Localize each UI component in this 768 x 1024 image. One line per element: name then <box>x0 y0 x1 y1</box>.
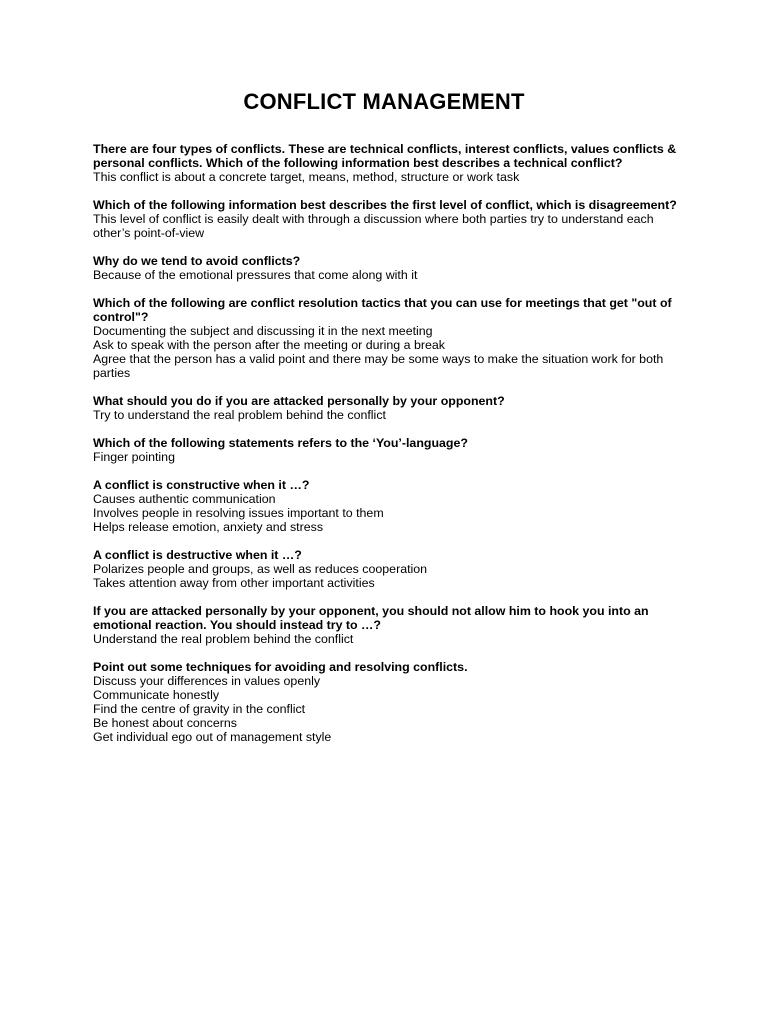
qa-section <box>93 394 693 422</box>
qa-section <box>93 254 693 282</box>
answer-text: Documenting the subject and discussing it in the next meeting <box>93 324 433 338</box>
qa-section <box>93 436 693 464</box>
qa-section <box>93 660 693 744</box>
answer-text: Find the centre of gravity in the conflict <box>93 702 306 716</box>
qa-section <box>93 296 693 380</box>
answer-text: Agree that the person has a valid point and there may be some ways to make the situation work for both parties <box>93 352 664 380</box>
answer-text: Ask to speak with the person after the meeting or during a break <box>93 338 445 352</box>
answer-text: Communicate honestly <box>93 688 220 702</box>
qa-section <box>93 604 693 646</box>
answer-text: Polarizes people and groups, as well as reduces cooperation <box>93 562 428 576</box>
answer-text: Causes authentic communication <box>93 492 276 506</box>
page-title: CONFLICT MANAGEMENT <box>243 89 525 114</box>
qa-list <box>93 142 693 758</box>
qa-section <box>93 198 693 240</box>
question-text: Which of the following information best describes the first level of conflict, which is disagreement? <box>93 198 677 212</box>
answer-text: Get individual ego out of management style <box>93 730 332 744</box>
qa-section <box>93 548 693 590</box>
answer-text: Understand the real problem behind the conflict <box>93 632 354 646</box>
answer-text: Helps release emotion, anxiety and stress <box>93 520 324 534</box>
answer-text: Be honest about concerns <box>93 716 237 730</box>
question-text: Which of the following statements refers to the ‘You’-language? <box>93 436 468 450</box>
question-text: There are four types of conflicts. These are technical conflicts, interest conflicts, values conflicts & personal conflicts. Which of the following information best describes a technical conflict? <box>93 142 677 170</box>
qa-section <box>93 478 693 534</box>
answer-text: Takes attention away from other important activities <box>93 576 375 590</box>
question-text: A conflict is constructive when it …? <box>93 478 310 492</box>
question-text: Which of the following are conflict resolution tactics that you can use for meetings that get "out of control"? <box>93 296 672 324</box>
question-text: A conflict is destructive when it …? <box>93 548 302 562</box>
answer-text: Involves people in resolving issues important to them <box>93 506 384 520</box>
answer-text: This conflict is about a concrete target, means, method, structure or work task <box>93 170 520 184</box>
question-text: Point out some techniques for avoiding and resolving conflicts. <box>93 660 468 674</box>
question-text: What should you do if you are attacked personally by your opponent? <box>93 394 505 408</box>
qa-section <box>93 142 693 184</box>
answer-text: Discuss your differences in values openly <box>93 674 321 688</box>
answer-text: Because of the emotional pressures that come along with it <box>93 268 418 282</box>
answer-text: Try to understand the real problem behind the conflict <box>93 408 386 422</box>
answer-text: This level of conflict is easily dealt with through a discussion where both parties try to understand each other’s point-of-view <box>93 212 654 240</box>
question-text: Why do we tend to avoid conflicts? <box>93 254 301 268</box>
answer-text: Finger pointing <box>93 450 175 464</box>
question-text: If you are attacked personally by your opponent, you should not allow him to hook you into an emotional reaction. You should instead try to …? <box>93 604 649 632</box>
